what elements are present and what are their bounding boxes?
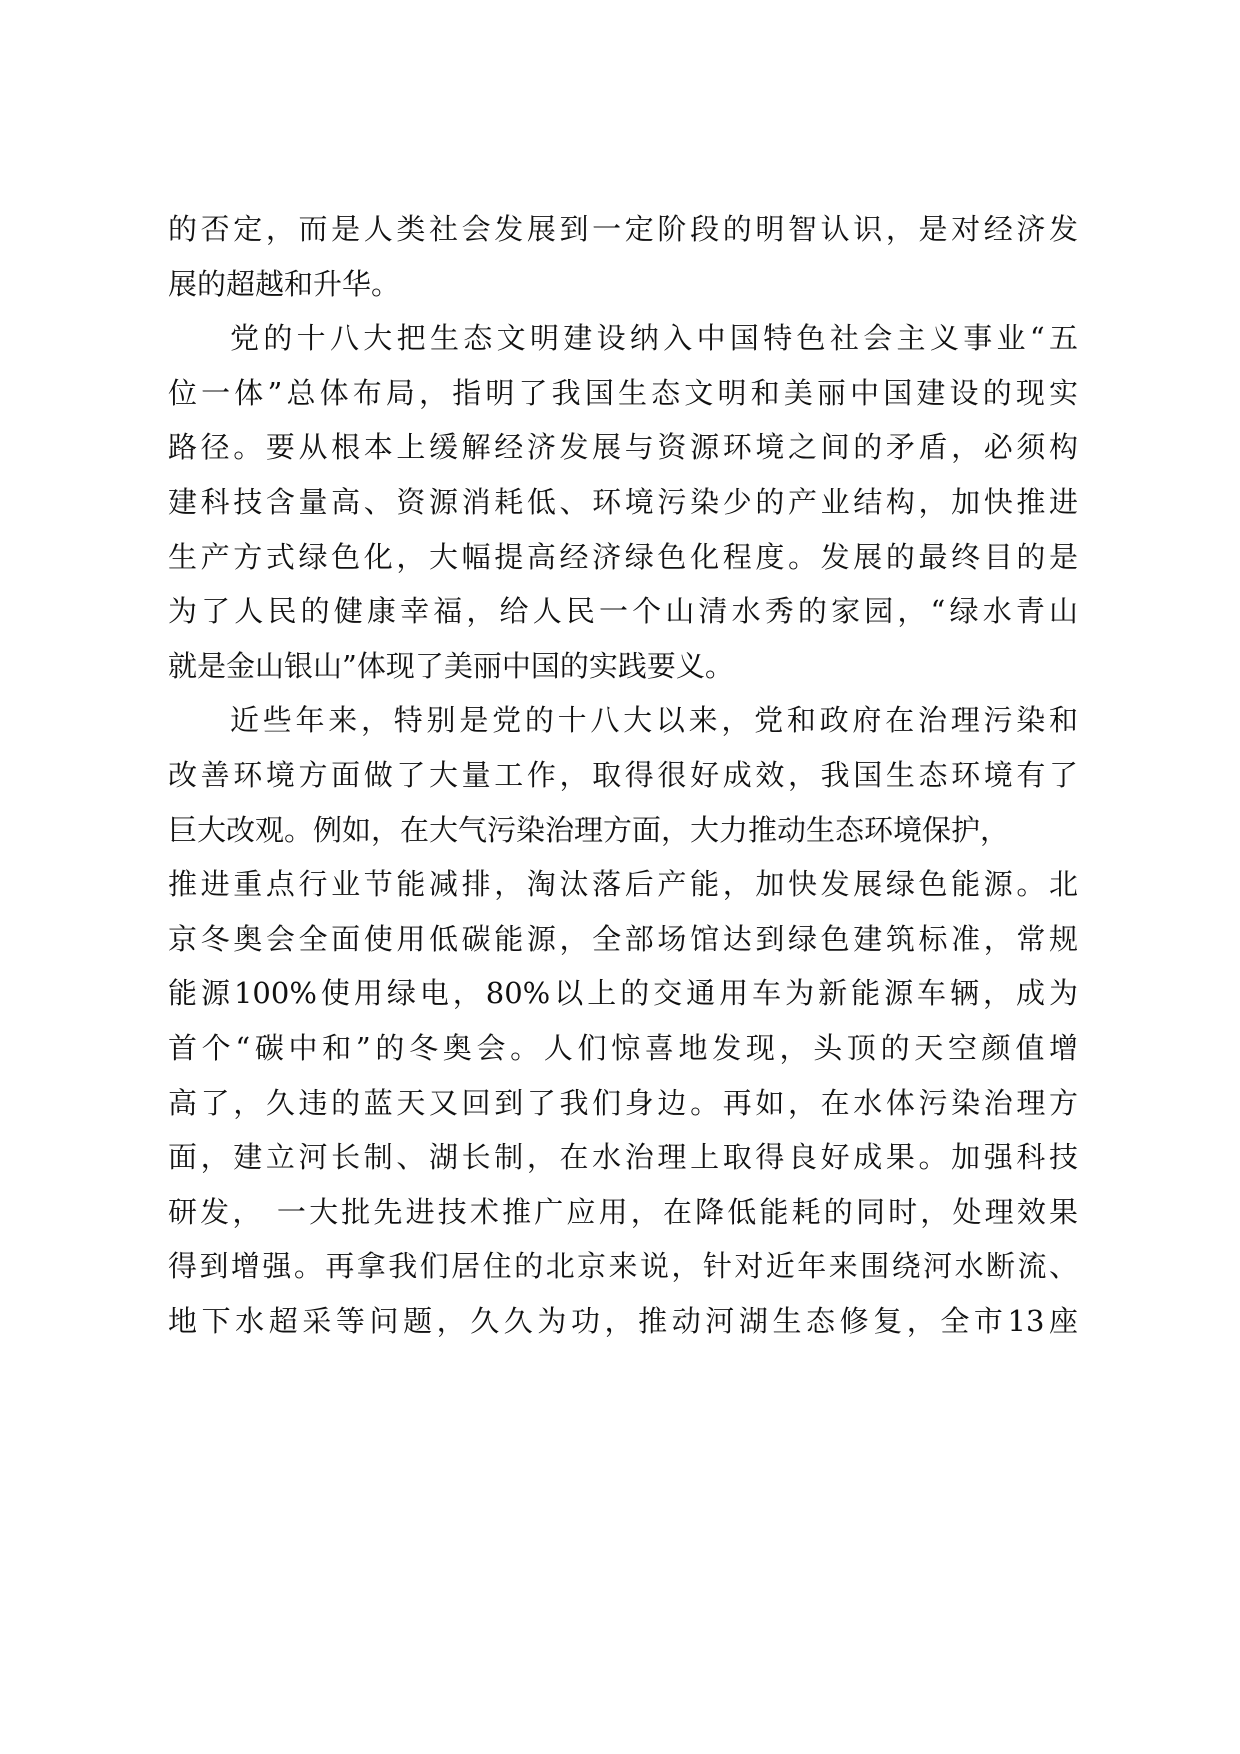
text-line: 近些年来，特别是党的十八大以来，党和政府在治理污染和 [230,703,1078,738]
document-body [168,202,1078,1348]
text-line: 建科技含量高、资源消耗低、环境污染少的产业结构，加快推进 [168,484,1078,519]
text-line: 高了，久违的蓝天又回到了我们身边。再如，在水体污染治理方 [168,1085,1078,1120]
text-line: 路径。要从根本上缓解经济发展与资源环境之间的矛盾，必须构 [168,430,1078,465]
text-line: 研发， 一大批先进技术推广应用，在降低能耗的同时，处理效果 [168,1194,1078,1229]
text-line: 能源100%使用绿电，80%以上的交通用车为新能源车辆，成为 [168,976,1078,1011]
paragraph [168,202,1078,311]
paragraph [168,693,1078,1348]
text-line: 党的十八大把生态文明建设纳入中国特色社会主义事业“五 [230,321,1078,356]
text-line: 为了人民的健康幸福，给人民一个山清水秀的家园，“绿水青山 [168,594,1078,629]
text-line: 的否定，而是人类社会发展到一定阶段的明智认识，是对经济发 [168,212,1078,246]
paragraph [168,311,1078,693]
text-line: 位一体”总体布局，指明了我国生态文明和美丽中国建设的现实 [168,375,1078,410]
text-line: 就是金山银山”体现了美丽中国的实践要义。 [168,648,734,683]
text-line: 生产方式绿色化，大幅提高经济绿色化程度。发展的最终目的是 [168,539,1078,574]
text-line: 得到增强。再拿我们居住的北京来说，针对近年来围绕河水断流、 [168,1249,1078,1284]
text-line: 京冬奥会全面使用低碳能源，全部场馆达到绿色建筑标准，常规 [168,921,1078,956]
text-line: 展的超越和升华。 [168,266,401,301]
text-line: 改善环境方面做了大量工作，取得很好成效，我国生态环境有了 [168,757,1078,792]
text-line: 推进重点行业节能减排，淘汰落后产能，加快发展绿色能源。北 [168,867,1078,902]
text-line: 地下水超采等问题，久久为功，推动河湖生态修复，全市13座 [168,1303,1078,1338]
text-line: 巨大改观。例如，在大气污染治理方面，大力推动生态环境保护， [168,812,1010,847]
text-line: 首个“碳中和”的冬奥会。人们惊喜地发现，头顶的天空颜值增 [168,1030,1078,1065]
text-line: 面，建立河长制、湖长制，在水治理上取得良好成果。加强科技 [168,1140,1078,1175]
